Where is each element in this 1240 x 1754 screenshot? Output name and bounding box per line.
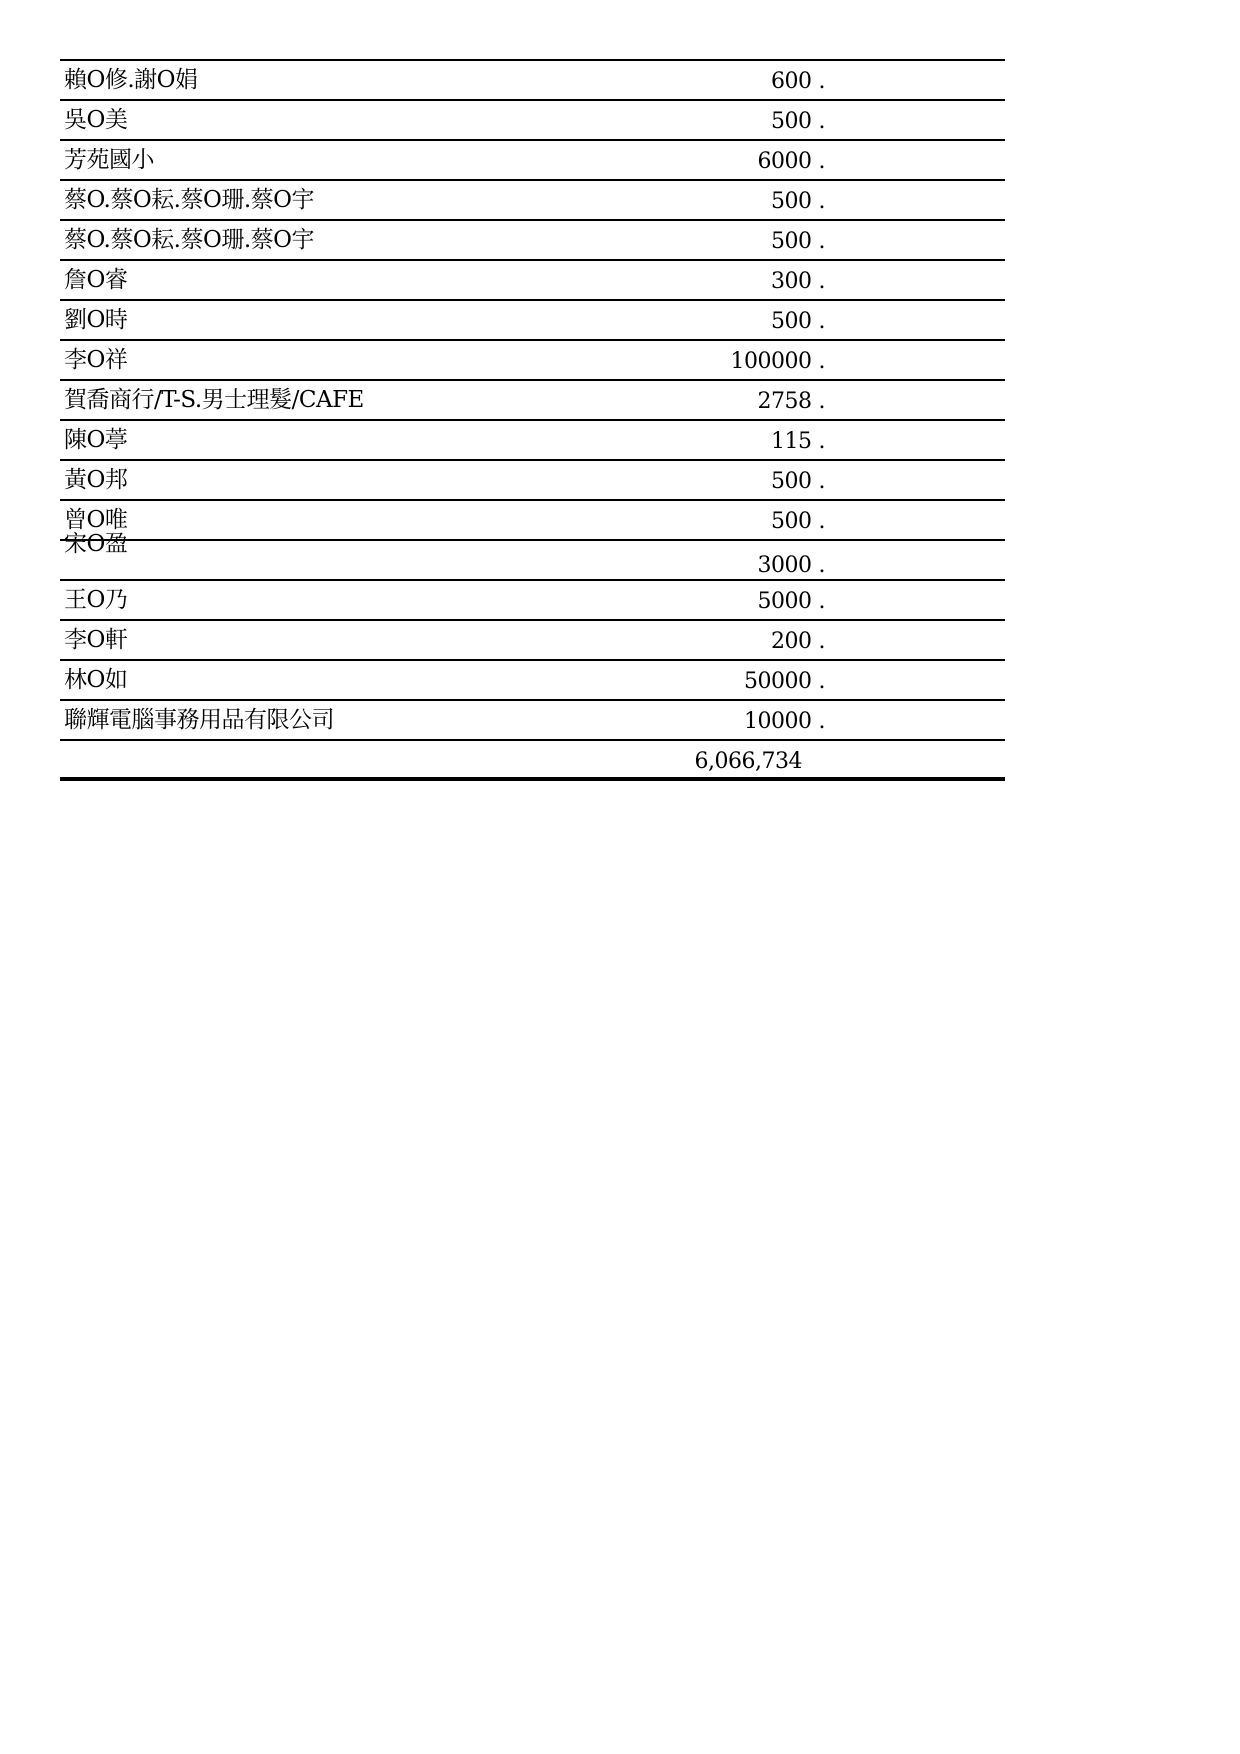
donor-name: 劉O時 <box>64 307 128 333</box>
donation-amount: 500 . <box>771 189 825 214</box>
donation-amount: 200 . <box>771 629 825 654</box>
donation-amount: 5000 . <box>757 589 825 614</box>
donor-name: 吳O美 <box>64 107 128 133</box>
table-row <box>60 661 1005 701</box>
donor-name: 黃O邦 <box>64 467 128 493</box>
table-row <box>60 61 1005 101</box>
table-row <box>60 141 1005 181</box>
donation-amount: 10000 . <box>744 709 825 734</box>
donor-name: 陳O葶 <box>64 427 128 453</box>
table-row <box>60 341 1005 381</box>
donation-amount: 500 . <box>771 109 825 134</box>
donor-name: 宋O盈 <box>64 531 128 557</box>
donation-amount: 500 . <box>771 469 825 494</box>
donation-amount: 2758 . <box>757 389 825 414</box>
donation-amount: 6000 . <box>757 149 825 174</box>
donation-amount: 3000 . <box>757 553 825 578</box>
table-row <box>60 261 1005 301</box>
table-row <box>60 501 1005 541</box>
donation-amount: 500 . <box>771 229 825 254</box>
table-row <box>60 381 1005 421</box>
table-row <box>60 181 1005 221</box>
total-row <box>60 741 1005 781</box>
table-row <box>60 581 1005 621</box>
table-row <box>60 301 1005 341</box>
donor-name: 李O軒 <box>64 627 128 653</box>
table-row <box>60 621 1005 661</box>
donation-amount: 600 . <box>771 69 825 94</box>
donation-amount: 100000 . <box>730 349 825 374</box>
donor-name: 曾O唯 <box>64 507 128 533</box>
donor-name: 賀喬商行/T-S.男士理髮/CAFE <box>64 387 364 413</box>
donation-amount: 300 . <box>771 269 825 294</box>
table-row <box>60 461 1005 501</box>
donor-name: 芳苑國小 <box>64 147 154 173</box>
donation-amount: 50000 . <box>744 669 825 694</box>
table-row <box>60 531 1005 581</box>
donor-name: 蔡O.蔡O耘.蔡O珊.蔡O宇 <box>64 187 315 213</box>
donor-name: 聯輝電腦事務用品有限公司 <box>64 707 334 733</box>
donation-ledger <box>60 59 1005 781</box>
table-row <box>60 421 1005 461</box>
donation-amount: 500 . <box>771 509 825 534</box>
donor-name: 李O祥 <box>64 347 128 373</box>
donor-name: 王O乃 <box>64 587 128 613</box>
donor-name: 林O如 <box>64 667 128 693</box>
donor-name: 賴O修.謝O娟 <box>64 67 198 93</box>
table-row <box>60 221 1005 261</box>
donation-amount: 500 . <box>771 309 825 334</box>
donor-name: 詹O睿 <box>64 267 128 293</box>
table-row <box>60 701 1005 741</box>
donor-name: 蔡O.蔡O耘.蔡O珊.蔡O宇 <box>64 227 315 253</box>
table-row <box>60 101 1005 141</box>
total-amount: 6,066,734 <box>694 749 802 774</box>
donation-amount: 115 . <box>771 429 825 454</box>
